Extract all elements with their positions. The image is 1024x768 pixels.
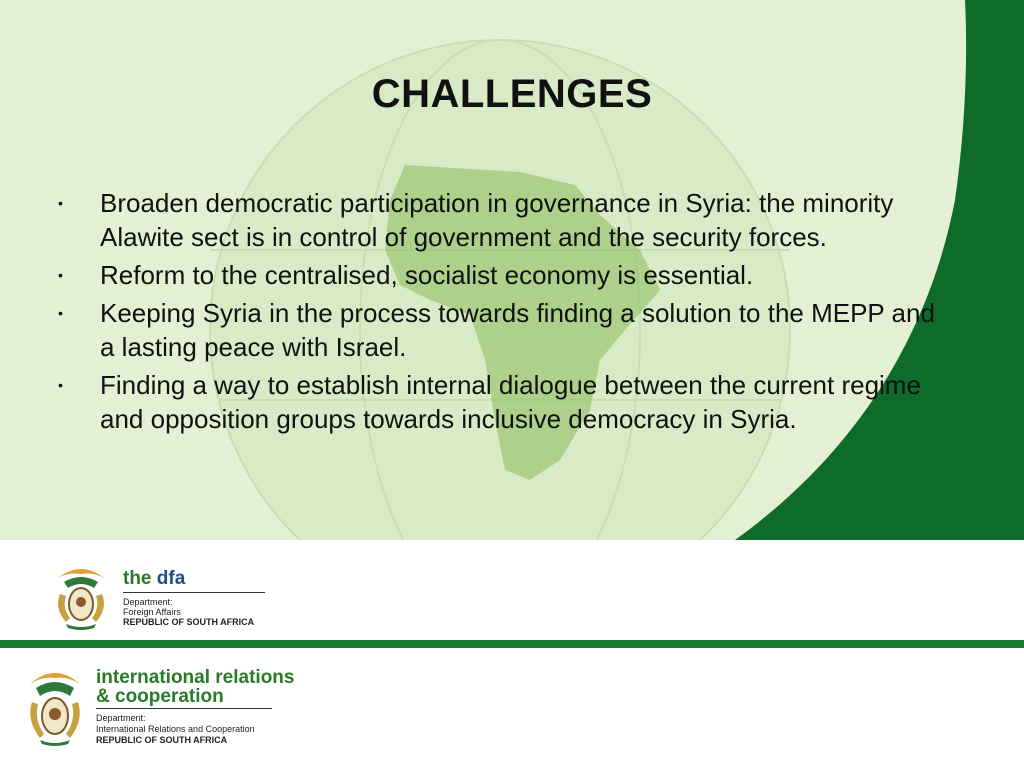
bullet-text: Reform to the centralised, socialist economy is essential. — [100, 260, 754, 290]
coat-of-arms-icon — [24, 666, 86, 746]
bullet-text: Keeping Syria in the process towards finding a solution to the MEPP and a lasting peace with Israel. — [100, 298, 935, 362]
bullet-list — [56, 186, 956, 440]
irc-wordmark — [96, 668, 294, 706]
dfa-prefix: the — [123, 568, 157, 589]
bullet-item — [56, 258, 956, 292]
dfa-dept-name: Foreign Affairs — [123, 607, 181, 617]
bullet-text: Broaden democratic participation in governance in Syria: the minority Alawite sect is in control of government and the security forces. — [100, 188, 894, 252]
dfa-dept-label: Department: — [123, 597, 173, 607]
irc-name-line2: & cooperation — [96, 686, 224, 707]
dfa-wordmark — [123, 568, 185, 590]
bullet-icon: • — [58, 377, 63, 393]
dfa-country: REPUBLIC OF SOUTH AFRICA — [123, 617, 255, 627]
coat-of-arms-icon — [50, 564, 112, 630]
irc-name-line1: international relations — [96, 667, 295, 688]
irc-country: REPUBLIC OF SOUTH AFRICA — [96, 735, 228, 745]
bullet-item — [56, 368, 956, 436]
dfa-bold: dfa — [156, 568, 186, 589]
bullet-icon: • — [58, 267, 63, 283]
irc-dept-label: Department: — [96, 713, 146, 723]
dfa-logo — [50, 564, 280, 634]
divider-rule — [96, 708, 272, 709]
irc-dept-name: International Relations and Cooperation — [96, 724, 255, 734]
bullet-item — [56, 296, 956, 364]
irc-logo — [24, 666, 314, 756]
footer — [0, 540, 1024, 768]
bullet-text: Finding a way to establish internal dialogue between the current regime and opposition groups towards inclusive democracy in Syria. — [100, 370, 921, 434]
bullet-item — [56, 186, 956, 254]
slide-title: CHALLENGES — [371, 72, 653, 116]
bullet-icon: • — [58, 195, 63, 211]
footer-divider — [0, 640, 1024, 648]
divider-rule — [123, 592, 265, 593]
bullet-icon: • — [58, 305, 63, 321]
